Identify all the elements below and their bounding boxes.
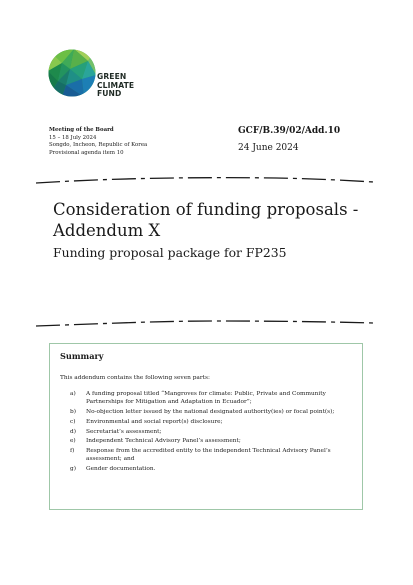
logo-line-fund: FUND	[97, 89, 122, 99]
list-item-text: No-objection letter issued by the national designated authority(ies) or focal point(s);	[86, 409, 335, 415]
summary-heading: Summary	[60, 351, 104, 361]
meeting-title: Meeting of the Board	[49, 127, 114, 133]
list-item	[70, 437, 355, 445]
list-item-text: A funding proposal titled “Mangroves for climate: Public, Private and Community Partnerships for Mitigation and Adaptation in Ecuador”;	[86, 391, 326, 406]
list-marker: f)	[70, 448, 75, 455]
list-marker: a)	[70, 391, 76, 397]
list-item	[70, 465, 355, 473]
summary-list	[70, 390, 355, 475]
meeting-info	[49, 127, 147, 157]
top-wave-divider	[36, 176, 374, 190]
list-item	[70, 418, 355, 426]
list-item-text: Independent Technical Advisory Panel’s assessment;	[86, 438, 241, 445]
list-marker: c)	[70, 418, 76, 425]
list-item	[70, 408, 355, 416]
list-item-text: Environmental and social report(s) disclosure;	[86, 418, 223, 425]
document-reference: GCF/B.39/02/Add.10	[238, 126, 341, 136]
list-marker: d)	[70, 428, 76, 435]
logo-line-climate: CLIMATE	[97, 80, 135, 90]
list-item-text: Secretariat’s assessment;	[86, 428, 162, 435]
list-item-text: Response from the accredited entity to the independent Technical Advisory Panel’s assessment; and	[86, 448, 331, 463]
meeting-agenda: Provisional agenda item 10	[49, 149, 124, 156]
logo-line-green: GREEN	[97, 72, 127, 81]
list-item-text: Gender documentation.	[86, 466, 156, 473]
document-subtitle: Funding proposal package for FP235	[53, 245, 287, 260]
summary-intro: This addendum contains the following seven parts:	[60, 375, 210, 381]
document-title: Consideration of funding proposals - Addendum X	[53, 200, 359, 240]
list-item	[70, 428, 355, 436]
document-date: 24 June 2024	[238, 143, 299, 153]
meeting-location: Songdo, Incheon, Republic of Korea	[49, 142, 148, 149]
list-marker: g)	[70, 466, 76, 473]
logo-wordmark	[97, 73, 134, 99]
list-item	[70, 447, 355, 463]
bottom-wave-divider	[36, 318, 374, 332]
list-marker: e)	[70, 438, 76, 445]
list-marker: b)	[70, 409, 76, 415]
list-item	[70, 390, 355, 406]
meeting-dates: 15 – 18 July 2024	[49, 134, 97, 141]
summary-box	[49, 343, 363, 510]
